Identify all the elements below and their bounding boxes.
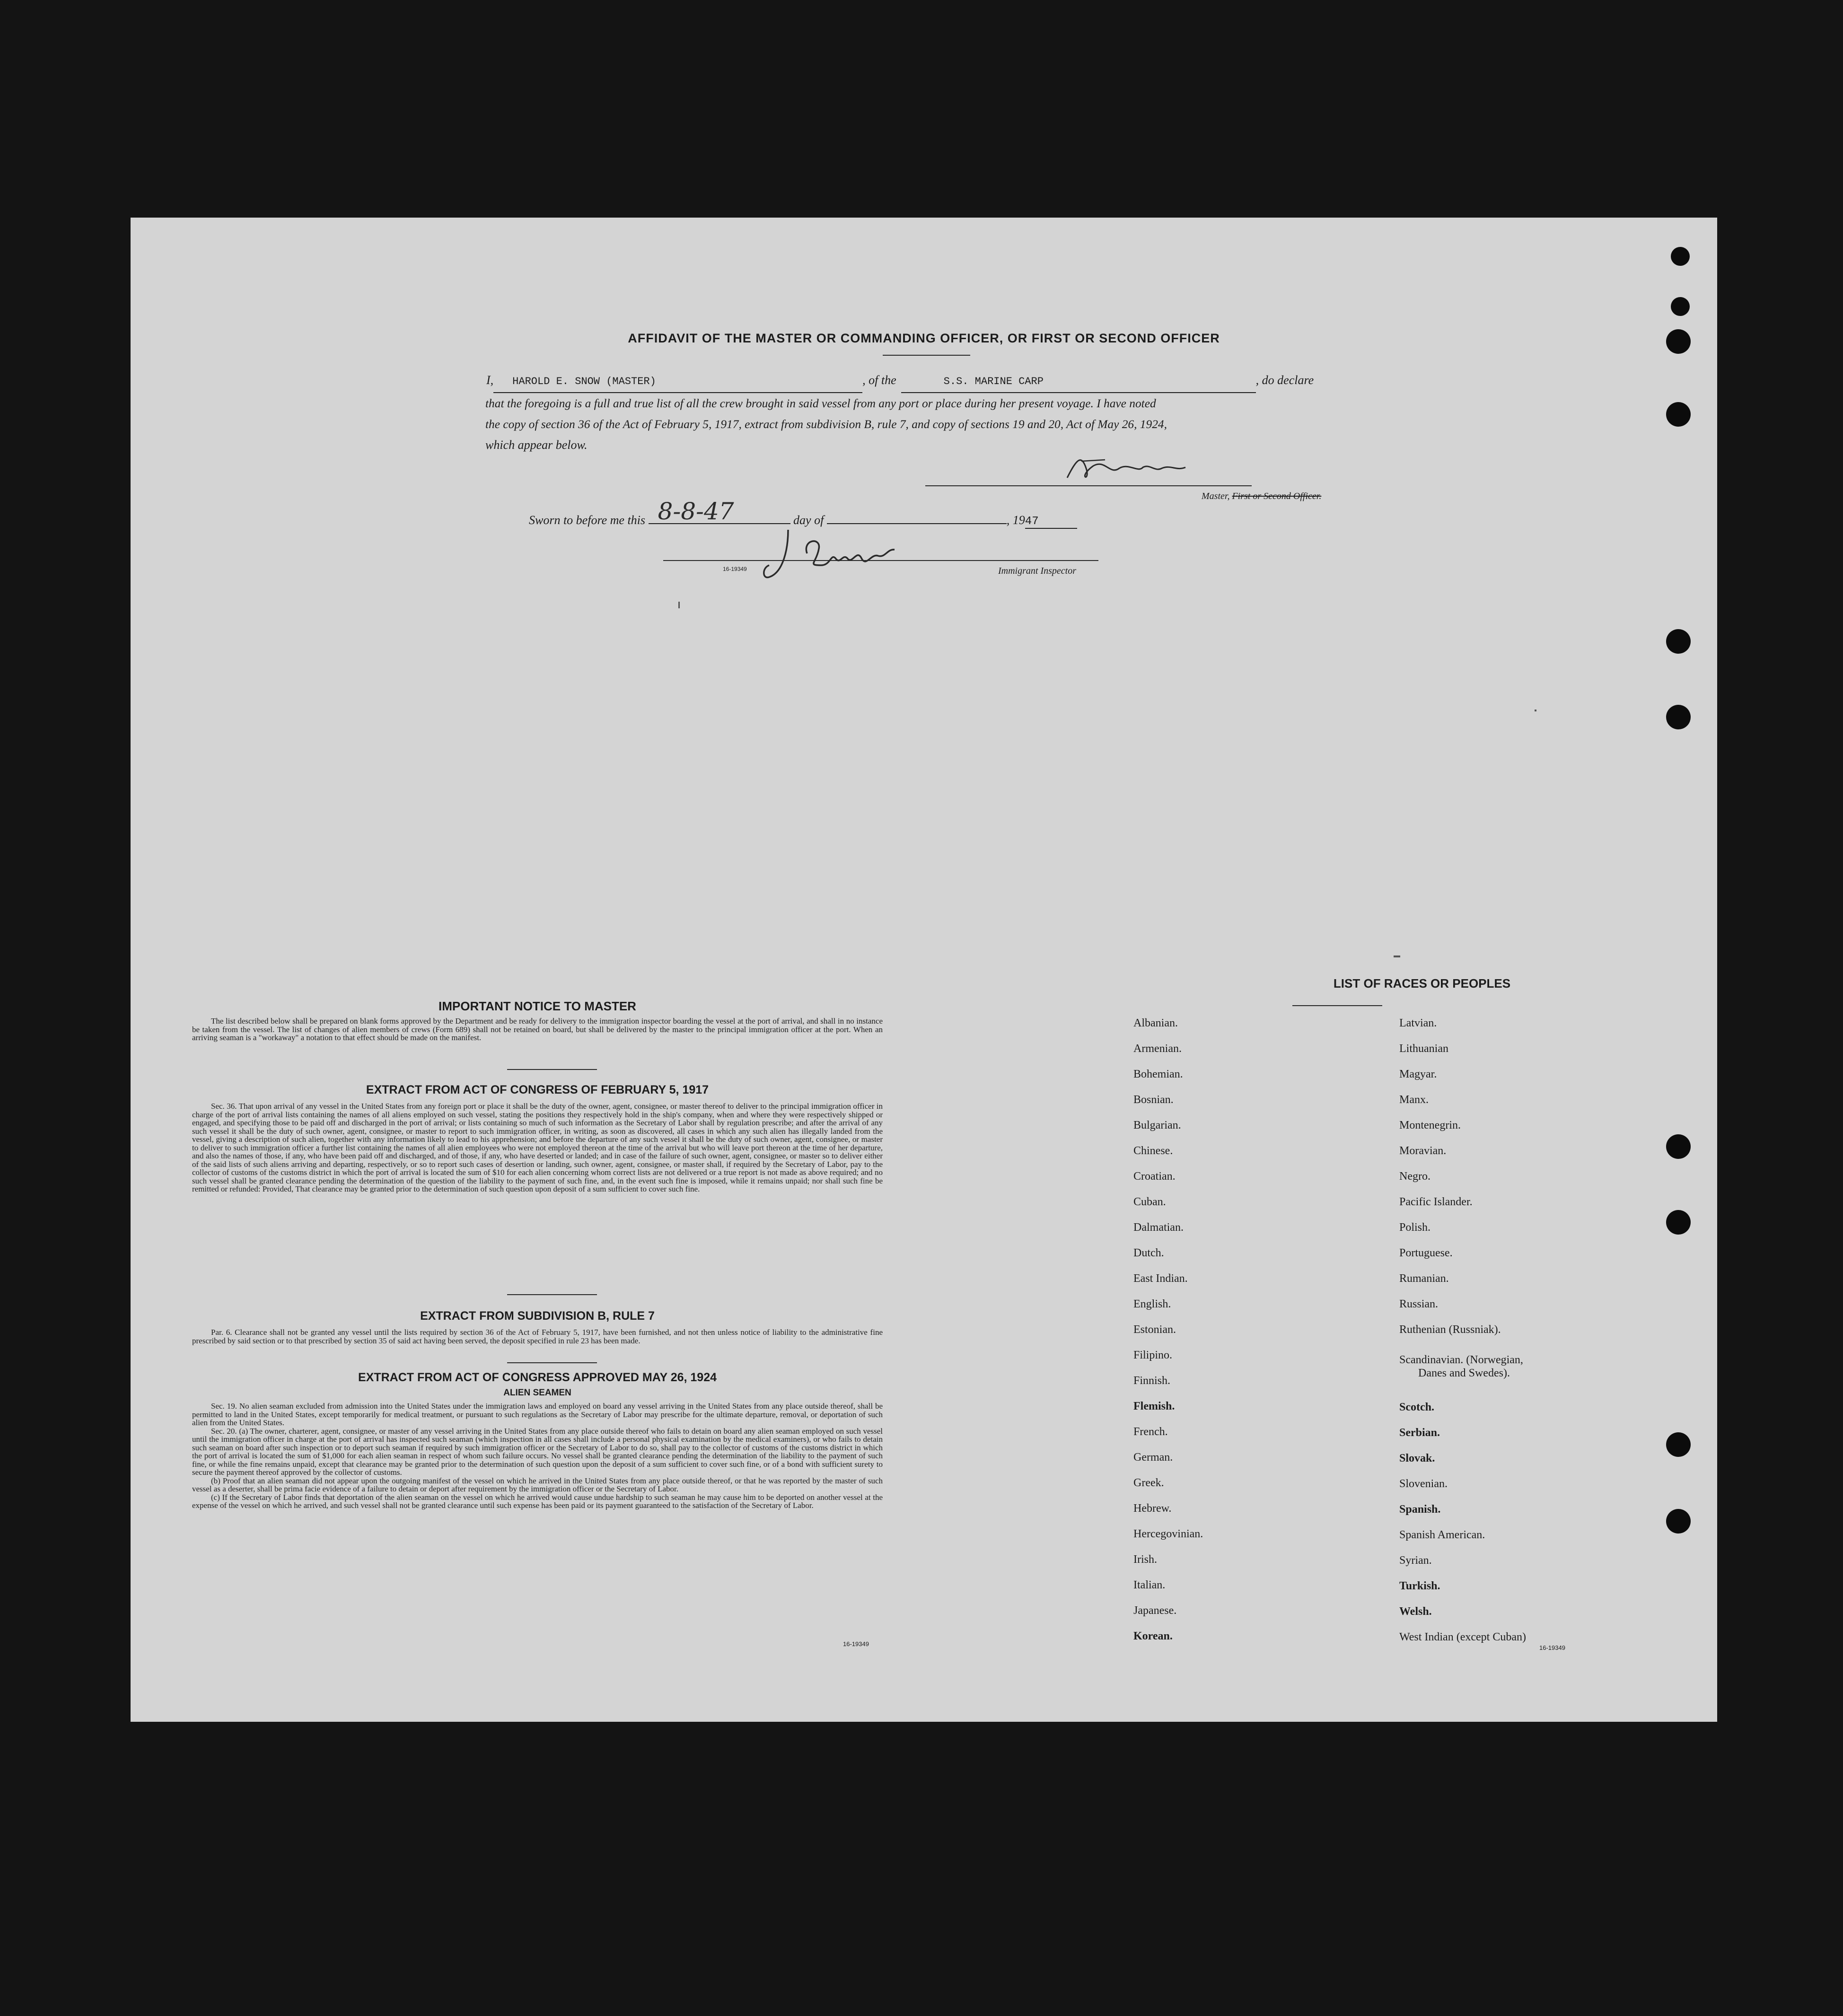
master-name-field: HAROLD E. SNOW (MASTER) bbox=[493, 371, 862, 393]
race-montenegrin: Montenegrin. bbox=[1399, 1119, 1461, 1131]
race-ruthenian: Ruthenian (Russniak). bbox=[1399, 1324, 1501, 1336]
officer-caption-struck: First or Second Officer. bbox=[1232, 491, 1322, 501]
punch-hole-6 bbox=[1666, 705, 1691, 729]
race-chinese: Chinese. bbox=[1133, 1145, 1173, 1157]
races-form-number: 16-19349 bbox=[1539, 1644, 1565, 1651]
race-cuban: Cuban. bbox=[1133, 1196, 1166, 1208]
extract-1924-heading: EXTRACT FROM ACT OF CONGRESS APPROVED MAY 26, 1924 bbox=[358, 1371, 717, 1384]
race-spanish: Spanish. bbox=[1399, 1503, 1441, 1516]
race-dalmatian: Dalmatian. bbox=[1133, 1221, 1184, 1234]
race-spanish-american: Spanish American. bbox=[1399, 1529, 1485, 1541]
sec-20a-paragraph: Sec. 20. (a) The owner, charterer, agent, consignee, or master of any vessel arriving in the United States from any place outside thereof who fails to detain on board any alien seaman employed on such vessel until the immigration officer in charge at the port of arrival has inspected such seaman (which inspection in all cases shall include a personal physical examination by the medical examiners), or who fails to detain such seaman on board after such inspection or to deport such seaman if required by such immigration officer or the Secretary of Labor to do so, shall pay to the collector of customs of the customs district in which the port of arrival is located the sum of $1,000 for each alien seaman in respect of whom such failure occurs. No vessel shall be granted clearance pending the determination of the liability to the payment of such fine, or while the fine remains unpaid, except that clearance may be granted prior to the determination of such question upon the deposit of a sum sufficient to cover such fine, or of a bond with sufficient surety to secure the payment thereof approved by the collector of customs. bbox=[192, 1426, 883, 1477]
sec-19-paragraph: Sec. 19. No alien seaman excluded from admission into the United States under the immigration laws and employed on board any vessel arriving in the United States from any place outside thereof, shall be permitted to land in the United States, except temporarily for medical treatment, or pursuant to such regulations as the Secretary of Labor may prescribe for the ultimate departure, removal, or deportation of such alien from the United States. bbox=[192, 1402, 883, 1427]
sworn-date: 8-8-47 bbox=[658, 498, 734, 525]
race-estonian: Estonian. bbox=[1133, 1324, 1176, 1336]
punch-hole-2 bbox=[1671, 297, 1690, 316]
punch-hole-5 bbox=[1666, 629, 1691, 654]
master-signature-line bbox=[925, 485, 1252, 486]
race-manx: Manx. bbox=[1399, 1094, 1429, 1106]
master-caption-label: Master, bbox=[1202, 491, 1230, 501]
race-italian: Italian. bbox=[1133, 1579, 1166, 1591]
race-syrian: Syrian. bbox=[1399, 1554, 1432, 1567]
race-dutch: Dutch. bbox=[1133, 1247, 1164, 1259]
vessel-name-field: S.S. MARINE CARP bbox=[901, 371, 1256, 393]
affidavit-line-3: the copy of section 36 of the Act of February 5, 1917, extract from subdivision B, rule 7, and copy of sections 19 and 20, Act of May 26, 1924, bbox=[485, 418, 1167, 431]
speck-1 bbox=[678, 602, 680, 608]
sworn-prefix: Sworn to before me this bbox=[529, 513, 646, 527]
i-prefix: I, bbox=[486, 373, 494, 387]
punch-hole-9 bbox=[1666, 1432, 1691, 1457]
race-bosnian: Bosnian. bbox=[1133, 1094, 1174, 1106]
race-latvian: Latvian. bbox=[1399, 1017, 1437, 1029]
extract-1917-text: Sec. 36. That upon arrival of any vessel in the United States from any foreign port or place it shall be the duty of the owner, agent, consignee, or master thereof to deliver to the principal immigration officer in charge of the port of arrival lists containing the names of all aliens employed on such vessel, stating the positions they respectively hold in the ship's company, when and where they were respectively shipped or engaged, and specifying those to be paid off and discharged in the port of arrival; or lists containing so much of such information as the Secretary of Labor shall by regulation prescribe; and after the arrival of any such vessel it shall be the duty of such owner, agent, consignee, or master to report to such immigration officer, in writing, as soon as discovered, all cases in which any such alien has illegally landed from the vessel, giving a description of such alien, together with any information likely to lead to his apprehension; and before the departure of any such vessel it shall be the duty of such owner, agent, consignee, or master to deliver to such immigration officer a further list containing the names of all alien employees who were not employed thereon at the time of the arrival but who will leave port thereon at the time of her departure, and also the names of those, if any, who have been paid off and discharged, and of those, if any, who have deserted or landed; and in case of the failure of such owner, agent, consignee, or master so to deliver either of the said lists of such aliens arriving and departing, respectively, or so to report such cases of desertion or landing, such owner, agent, consignee, or master shall, if required by the Secretary of Labor, pay to the collector of customs of the customs district in which the port of arrival is located the sum of $10 for each alien concerning whom correct lists are not delivered or a true report is not made as above required; and no such vessel shall be granted clearance pending the determination of the question of the liability to the payment of such fine, and, in the event such fine is imposed, while it remains unpaid; nor shall such fine be remitted or refunded: Provided, That clearance may be granted prior to the determination of such question upon deposit of a sum sufficient to cover such fine. bbox=[192, 1102, 883, 1193]
race-russian: Russian. bbox=[1399, 1298, 1439, 1310]
race-scandinavian-cont: Danes and Swedes). bbox=[1418, 1367, 1510, 1379]
affidavit-line-1 bbox=[485, 370, 1365, 393]
rule7-divider bbox=[507, 1362, 597, 1363]
inspector-signature bbox=[760, 520, 911, 587]
punch-hole-1 bbox=[1671, 247, 1690, 266]
day-of-label: day of bbox=[793, 513, 824, 527]
race-english: English. bbox=[1133, 1298, 1171, 1310]
speck-2 bbox=[1394, 955, 1400, 957]
title-divider bbox=[883, 355, 970, 356]
affidavit-paragraph bbox=[485, 370, 1365, 456]
race-welsh: Welsh. bbox=[1399, 1605, 1432, 1618]
race-japanese: Japanese. bbox=[1133, 1604, 1177, 1617]
race-german: German. bbox=[1133, 1451, 1173, 1464]
race-lithuanian: Lithuanian bbox=[1399, 1043, 1448, 1055]
race-albanian: Albanian. bbox=[1133, 1017, 1178, 1029]
inspector-form-number: 16-19349 bbox=[723, 566, 747, 572]
year-value: 47 bbox=[1025, 515, 1039, 528]
extract-1917-divider bbox=[507, 1294, 597, 1295]
race-slovenian: Slovenian. bbox=[1399, 1478, 1448, 1490]
extract-1924-body bbox=[192, 1402, 883, 1510]
notice-heading: IMPORTANT NOTICE TO MASTER bbox=[439, 999, 636, 1013]
master-signature bbox=[1048, 449, 1209, 487]
race-bohemian: Bohemian. bbox=[1133, 1068, 1183, 1080]
punch-hole-7 bbox=[1666, 1134, 1691, 1159]
punch-hole-8 bbox=[1666, 1210, 1691, 1235]
notice-divider bbox=[507, 1069, 597, 1070]
race-scotch: Scotch. bbox=[1399, 1401, 1434, 1413]
affidavit-line-2: that the foregoing is a full and true list of all the crew brought in said vessel from any port or place during her present voyage. I have noted bbox=[485, 397, 1156, 410]
races-divider bbox=[1292, 1005, 1382, 1006]
race-east-indian: East Indian. bbox=[1133, 1272, 1188, 1285]
extract-form-number: 16-19349 bbox=[843, 1640, 869, 1648]
race-hercegovinian: Hercegovinian. bbox=[1133, 1528, 1203, 1540]
race-polish: Polish. bbox=[1399, 1221, 1431, 1234]
race-hebrew: Hebrew. bbox=[1133, 1502, 1172, 1515]
race-pacific-islander: Pacific Islander. bbox=[1399, 1196, 1473, 1208]
document-page bbox=[131, 218, 1717, 1722]
race-moravian: Moravian. bbox=[1399, 1145, 1447, 1157]
race-bulgarian: Bulgarian. bbox=[1133, 1119, 1181, 1131]
of-the-label: , of the bbox=[862, 373, 896, 387]
race-irish: Irish. bbox=[1133, 1553, 1157, 1566]
race-slovak: Slovak. bbox=[1399, 1452, 1435, 1464]
race-portuguese: Portuguese. bbox=[1399, 1247, 1453, 1259]
rule7-text: Par. 6. Clearance shall not be granted any vessel until the lists required by section 36 of the Act of February 5, 1917, have been furnished, and not then unless notice of liability to the administrative fine prescribed by said section or to that prescribed by section 35 of said act having been served, the deposit specified in rule 23 has been made. bbox=[192, 1328, 883, 1345]
inspector-caption: Immigrant Inspector bbox=[998, 566, 1076, 576]
race-greek: Greek. bbox=[1133, 1477, 1164, 1489]
race-croatian: Croatian. bbox=[1133, 1170, 1176, 1183]
race-filipino: Filipino. bbox=[1133, 1349, 1173, 1361]
extract-1917-heading: EXTRACT FROM ACT OF CONGRESS OF FEBRUARY 5, 1917 bbox=[366, 1083, 709, 1096]
sec-20c-paragraph: (c) If the Secretary of Labor finds that deportation of the alien seaman on the vessel on which he arrived would cause undue hardship to such seaman he may cause him to be deported on another vessel at the expense of the vessel on which he arrived, and such vessel shall not be granted clearance until such expense has been paid or its payment guaranteed to the satisfaction of the Secretary of Labor. bbox=[192, 1492, 883, 1510]
race-west-indian: West Indian (except Cuban) bbox=[1399, 1631, 1526, 1643]
rule7-heading: EXTRACT FROM SUBDIVISION B, RULE 7 bbox=[420, 1309, 655, 1323]
race-finnish: Finnish. bbox=[1133, 1375, 1171, 1387]
year-field bbox=[1025, 513, 1077, 529]
race-korean: Korean. bbox=[1133, 1630, 1173, 1642]
affidavit-line-4: which appear below. bbox=[485, 438, 588, 452]
race-magyar: Magyar. bbox=[1399, 1068, 1437, 1080]
punch-hole-10 bbox=[1666, 1509, 1691, 1534]
race-scandinavian: Scandinavian. (Norwegian, bbox=[1399, 1354, 1523, 1366]
year-prefix: , 19 bbox=[1006, 513, 1025, 527]
punch-hole-4 bbox=[1666, 402, 1691, 427]
race-flemish: Flemish. bbox=[1133, 1400, 1175, 1412]
races-heading: LIST OF RACES OR PEOPLES bbox=[1333, 976, 1511, 990]
extract-1924-subheading: ALIEN SEAMEN bbox=[503, 1388, 571, 1398]
race-armenian: Armenian. bbox=[1133, 1043, 1182, 1055]
race-serbian: Serbian. bbox=[1399, 1427, 1440, 1439]
race-turkish: Turkish. bbox=[1399, 1580, 1440, 1592]
race-french: French. bbox=[1133, 1426, 1168, 1438]
inspector-signature-line bbox=[663, 560, 1098, 561]
affidavit-title: AFFIDAVIT OF THE MASTER OR COMMANDING OFFICER, OR FIRST OR SECOND OFFICER bbox=[628, 331, 1220, 345]
do-declare-label: , do declare bbox=[1255, 373, 1314, 387]
race-negro: Negro. bbox=[1399, 1170, 1431, 1183]
notice-text: The list described below shall be prepared on blank forms approved by the Department and be ready for delivery to the immigration inspector boarding the vessel at the port of arrival, and shall in no instance be taken from the vessel. The list of changes of alien members of crews (Form 689) shall not be retained on board, but shall be delivered by the master to the principal immigration officer at the port. When an arriving seaman is a "workaway" a notation to that effect should be made on the manifest. bbox=[192, 1017, 883, 1042]
sec-20b-paragraph: (b) Proof that an alien seaman did not appear upon the outgoing manifest of the vessel on which he arrived in the United States from any place outside thereof, or that he was reported by the master of such vessel as a deserter, shall be prima facie evidence of a failure to detain or deport after requirement by the immigration officer or the Secretary of Labor. bbox=[192, 1476, 883, 1493]
race-rumanian: Rumanian. bbox=[1399, 1272, 1449, 1285]
master-caption bbox=[1202, 491, 1321, 502]
speck-3 bbox=[1535, 710, 1536, 711]
